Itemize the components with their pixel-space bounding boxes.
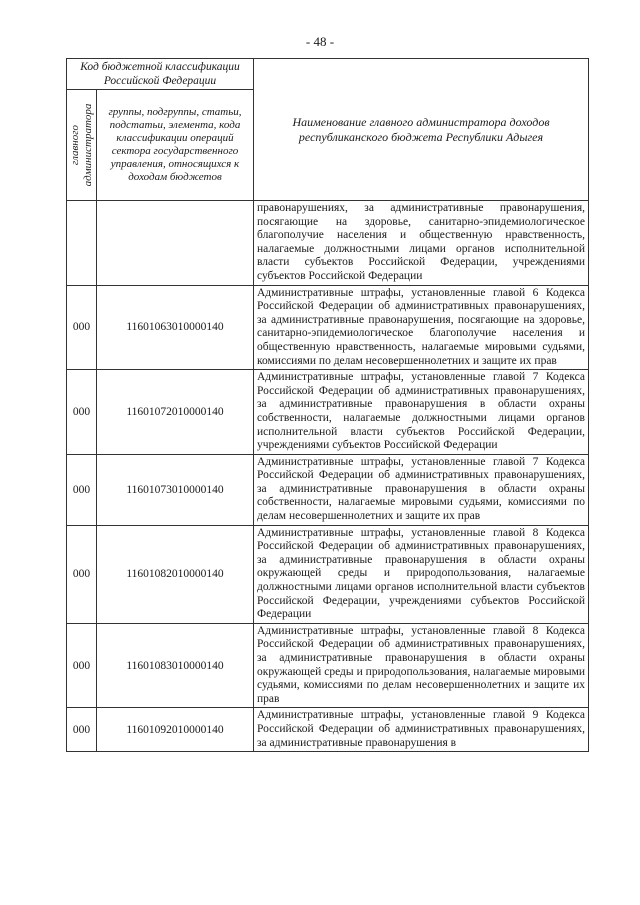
income-name-cell: правонарушениях, за административные правонарушения, посягающие на здоровье, санитарно-эпидемиологическое благополучие населения и общественную нравственность, налагаемые должностными лицами органов исполнительной власти субъектов Российской Федерации, учреждениями субъектов Российской Федерации — [254, 201, 589, 286]
income-code-cell — [97, 201, 254, 286]
header-income-code: группы, подгруппы, статьи, подстатьи, элемента, кода классификации операций сектора государственного управления, относящихся к доходам бюджетов — [97, 90, 254, 201]
income-name-cell: Административные штрафы, установленные главой 7 Кодекса Российской Федерации об административных правонарушениях, за административные правонарушения в области охраны собственности, налагаемые мировыми судьями, комиссиями по делам несовершеннолетних и защите их прав — [254, 454, 589, 525]
admin-code-cell: 000 — [67, 285, 97, 370]
table-row — [67, 708, 589, 752]
income-code-cell: 11601092010000140 — [97, 708, 254, 752]
admin-code-cell: 000 — [67, 370, 97, 455]
header-main-administrator — [67, 90, 97, 201]
table-row — [67, 201, 589, 286]
header-main-administrator-label: главного администратора — [68, 103, 94, 187]
header-row-1 — [67, 59, 589, 90]
income-code-cell: 11601083010000140 — [97, 623, 254, 708]
income-code-cell: 11601082010000140 — [97, 525, 254, 623]
income-code-cell: 11601063010000140 — [97, 285, 254, 370]
table-row — [67, 623, 589, 708]
table-row — [67, 454, 589, 525]
admin-code-cell: 000 — [67, 623, 97, 708]
admin-code-cell: 000 — [67, 454, 97, 525]
income-code-cell: 11601073010000140 — [97, 454, 254, 525]
table-row — [67, 370, 589, 455]
income-name-cell: Административные штрафы, установленные главой 9 Кодекса Российской Федерации об административных правонарушениях, за административные правонарушения в — [254, 708, 589, 752]
income-code-cell: 11601072010000140 — [97, 370, 254, 455]
budget-classification-table — [66, 58, 589, 752]
page-number: - 48 - — [305, 34, 335, 49]
admin-code-cell: 000 — [67, 525, 97, 623]
income-name-cell: Административные штрафы, установленные главой 8 Кодекса Российской Федерации об административных правонарушениях, за административные правонарушения в области охраны окружающей среды и природопользования, налагаемые должностными лицами органов исполнительной власти субъектов Российской Федерации, учреждениями субъектов Российской Федерации — [254, 525, 589, 623]
income-name-cell: Административные штрафы, установленные главой 7 Кодекса Российской Федерации об административных правонарушениях, за административные правонарушения в области охраны собственности, налагаемые должностными лицами органов исполнительной власти субъектов Российской Федерации, учреждениями субъектов Российской Федерации — [254, 370, 589, 455]
income-name-cell: Административные штрафы, установленные главой 6 Кодекса Российской Федерации об административных правонарушениях, за административные правонарушения, посягающие на здоровье, санитарно-эпидемиологическое благополучие населения и общественную нравственность, налагаемые мировыми судьями, комиссиями по делам несовершеннолетних и защите их прав — [254, 285, 589, 370]
income-name-cell: Административные штрафы, установленные главой 8 Кодекса Российской Федерации об административных правонарушениях, за административные правонарушения в области охраны окружающей среды и природопользования, налагаемые мировыми судьями, комиссиями по делам несовершеннолетних и защите их прав — [254, 623, 589, 708]
admin-code-cell: 000 — [67, 708, 97, 752]
header-administrator-name: Наименование главного администратора доходов республиканского бюджета Республики Адыгея — [254, 59, 589, 201]
header-budget-classification: Код бюджетной классификации Российской Федерации — [67, 59, 254, 90]
admin-code-cell — [67, 201, 97, 286]
table-row — [67, 525, 589, 623]
table-row — [67, 285, 589, 370]
